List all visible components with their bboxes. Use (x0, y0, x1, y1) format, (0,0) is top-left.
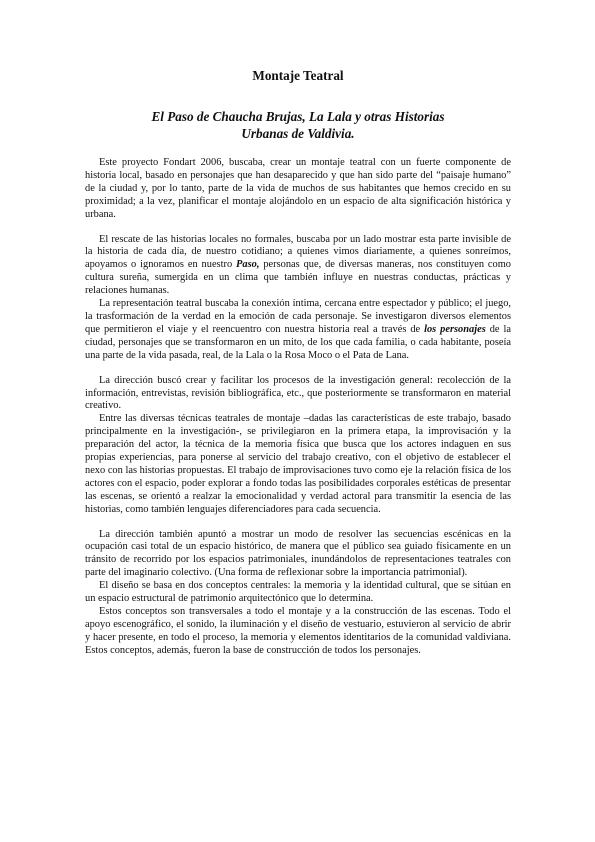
paragraph-design-concepts: El diseño se basa en dos conceptos centrales: la memoria y la identidad cultural, que se sitúan en un espacio estructural de patrimonio arquitectónico que lo determina. (85, 580, 511, 605)
paragraph-text: de la ciudad, personajes que se transformaron en un mito, de los que cada familia, o cada habitante, poseía una parte de la vida pasada, real, de la Lala o la Rosa Moco o el Pata de Lana. (85, 323, 511, 361)
paragraph-scenic-sequences: La dirección también apuntó a mostrar un modo de resolver las secuencias escénicas en la ocupación casi total de un espacio histórico, de manera que el público sea guiado físicamente en un tránsito de recorrido por los espacios patrimoniales, inundándolos de representaciones teatrales con parte del imaginario colectivo. (Una forma de reflexionar sobre la importancia patrimonial). (85, 528, 511, 579)
document-page (85, 68, 511, 658)
paragraph-direction-research: La dirección buscó crear y facilitar los procesos de la investigación general: recolección de la información, entrevistas, revisión bibliográfica, etc., que posteriormente se transformaron en material creativo. (85, 374, 511, 412)
paragraph-theatrical-representation (85, 298, 511, 363)
paragraph-text: personas que, de diversas maneras, nos constituyen como cultura sureña, sumergida en un clima que también influye en nuestras conductas, prácticas y relaciones humanas. (85, 259, 512, 297)
emphasis-personajes: los personajes (424, 323, 486, 335)
paragraph-montage-techniques: Entre las diversas técnicas teatrales de montaje –dadas las características de este trabajo, basado principalmente en la investigación-, se privilegiaron en la primera etapa, la improvisación y la preparación del actor, la técnica de la memoria física que busca que los actores indaguen en sus propias experiencias, para ponerse al servicio del trabajo creativo, con el objetivo de establecer el nexo con las historias propuestas. El trabajo de improvisaciones tuvo como eje la relación física de los actores con el espacio, poder explorar a fondo todas las posibilidades corporales estéticas de presentar las escenas, se orientó a realzar la emocionalidad y verdad actoral para transmitir la esencia de las historias, como también lenguajes diferenciadores para cada secuencia. (85, 413, 511, 515)
emphasis-paso: Paso, (236, 259, 260, 271)
document-title: Montaje Teatral (252, 68, 344, 83)
subtitle-line-2: Urbanas de Valdivia. (241, 126, 355, 141)
paragraph-text: El rescate de las historias locales no formales, buscaba por un lado mostrar esta parte invisible de la historia de cada día, de nuestro cotidiano; a quienes vimos diariamente, a quienes sonreímos, apoyamos o ignoramos en nuestro (85, 233, 511, 271)
subtitle-line-1: El Paso de Chaucha Brujas, La Lala y otras Historias (151, 109, 445, 124)
paragraph-project-intro: Este proyecto Fondart 2006, buscaba, crear un montaje teatral con un fuerte componente de historia local, basado en personajes que han desaparecido y que han sido parte del “paisaje humano” de la ciudad y, por lo tanto, parte de la vida de muchos de sus habitantes que hemos crecido en su proximidad; a la vez, planificar el montaje alojándolo en un espacio de alta significación histórica y urbana. (85, 157, 511, 220)
paragraph-local-histories (85, 234, 511, 299)
document-subtitle (85, 108, 511, 142)
paragraph-text: La representación teatral buscaba la conexión íntima, cercana entre espectador y público; el juego, la trasformación de la verdad en la emoción de cada personaje. Se investigaron diversos elementos que permitieron el viaje y el reencuentro con nuestra historia real a través de (85, 298, 511, 335)
paragraph-transversal-concepts: Estos conceptos son transversales a todo el montaje y a la construcción de las escenas. Todo el apoyo escenográfico, el sonido, la iluminación y el diseño de vestuario, estuvieron al servicio de abrir y hacer presente, en todo el proceso, la memoria y elementos identitarios de la comunidad valdiviana. Estos conceptos, además, fueron la base de construcción de todos los personajes. (85, 606, 511, 656)
